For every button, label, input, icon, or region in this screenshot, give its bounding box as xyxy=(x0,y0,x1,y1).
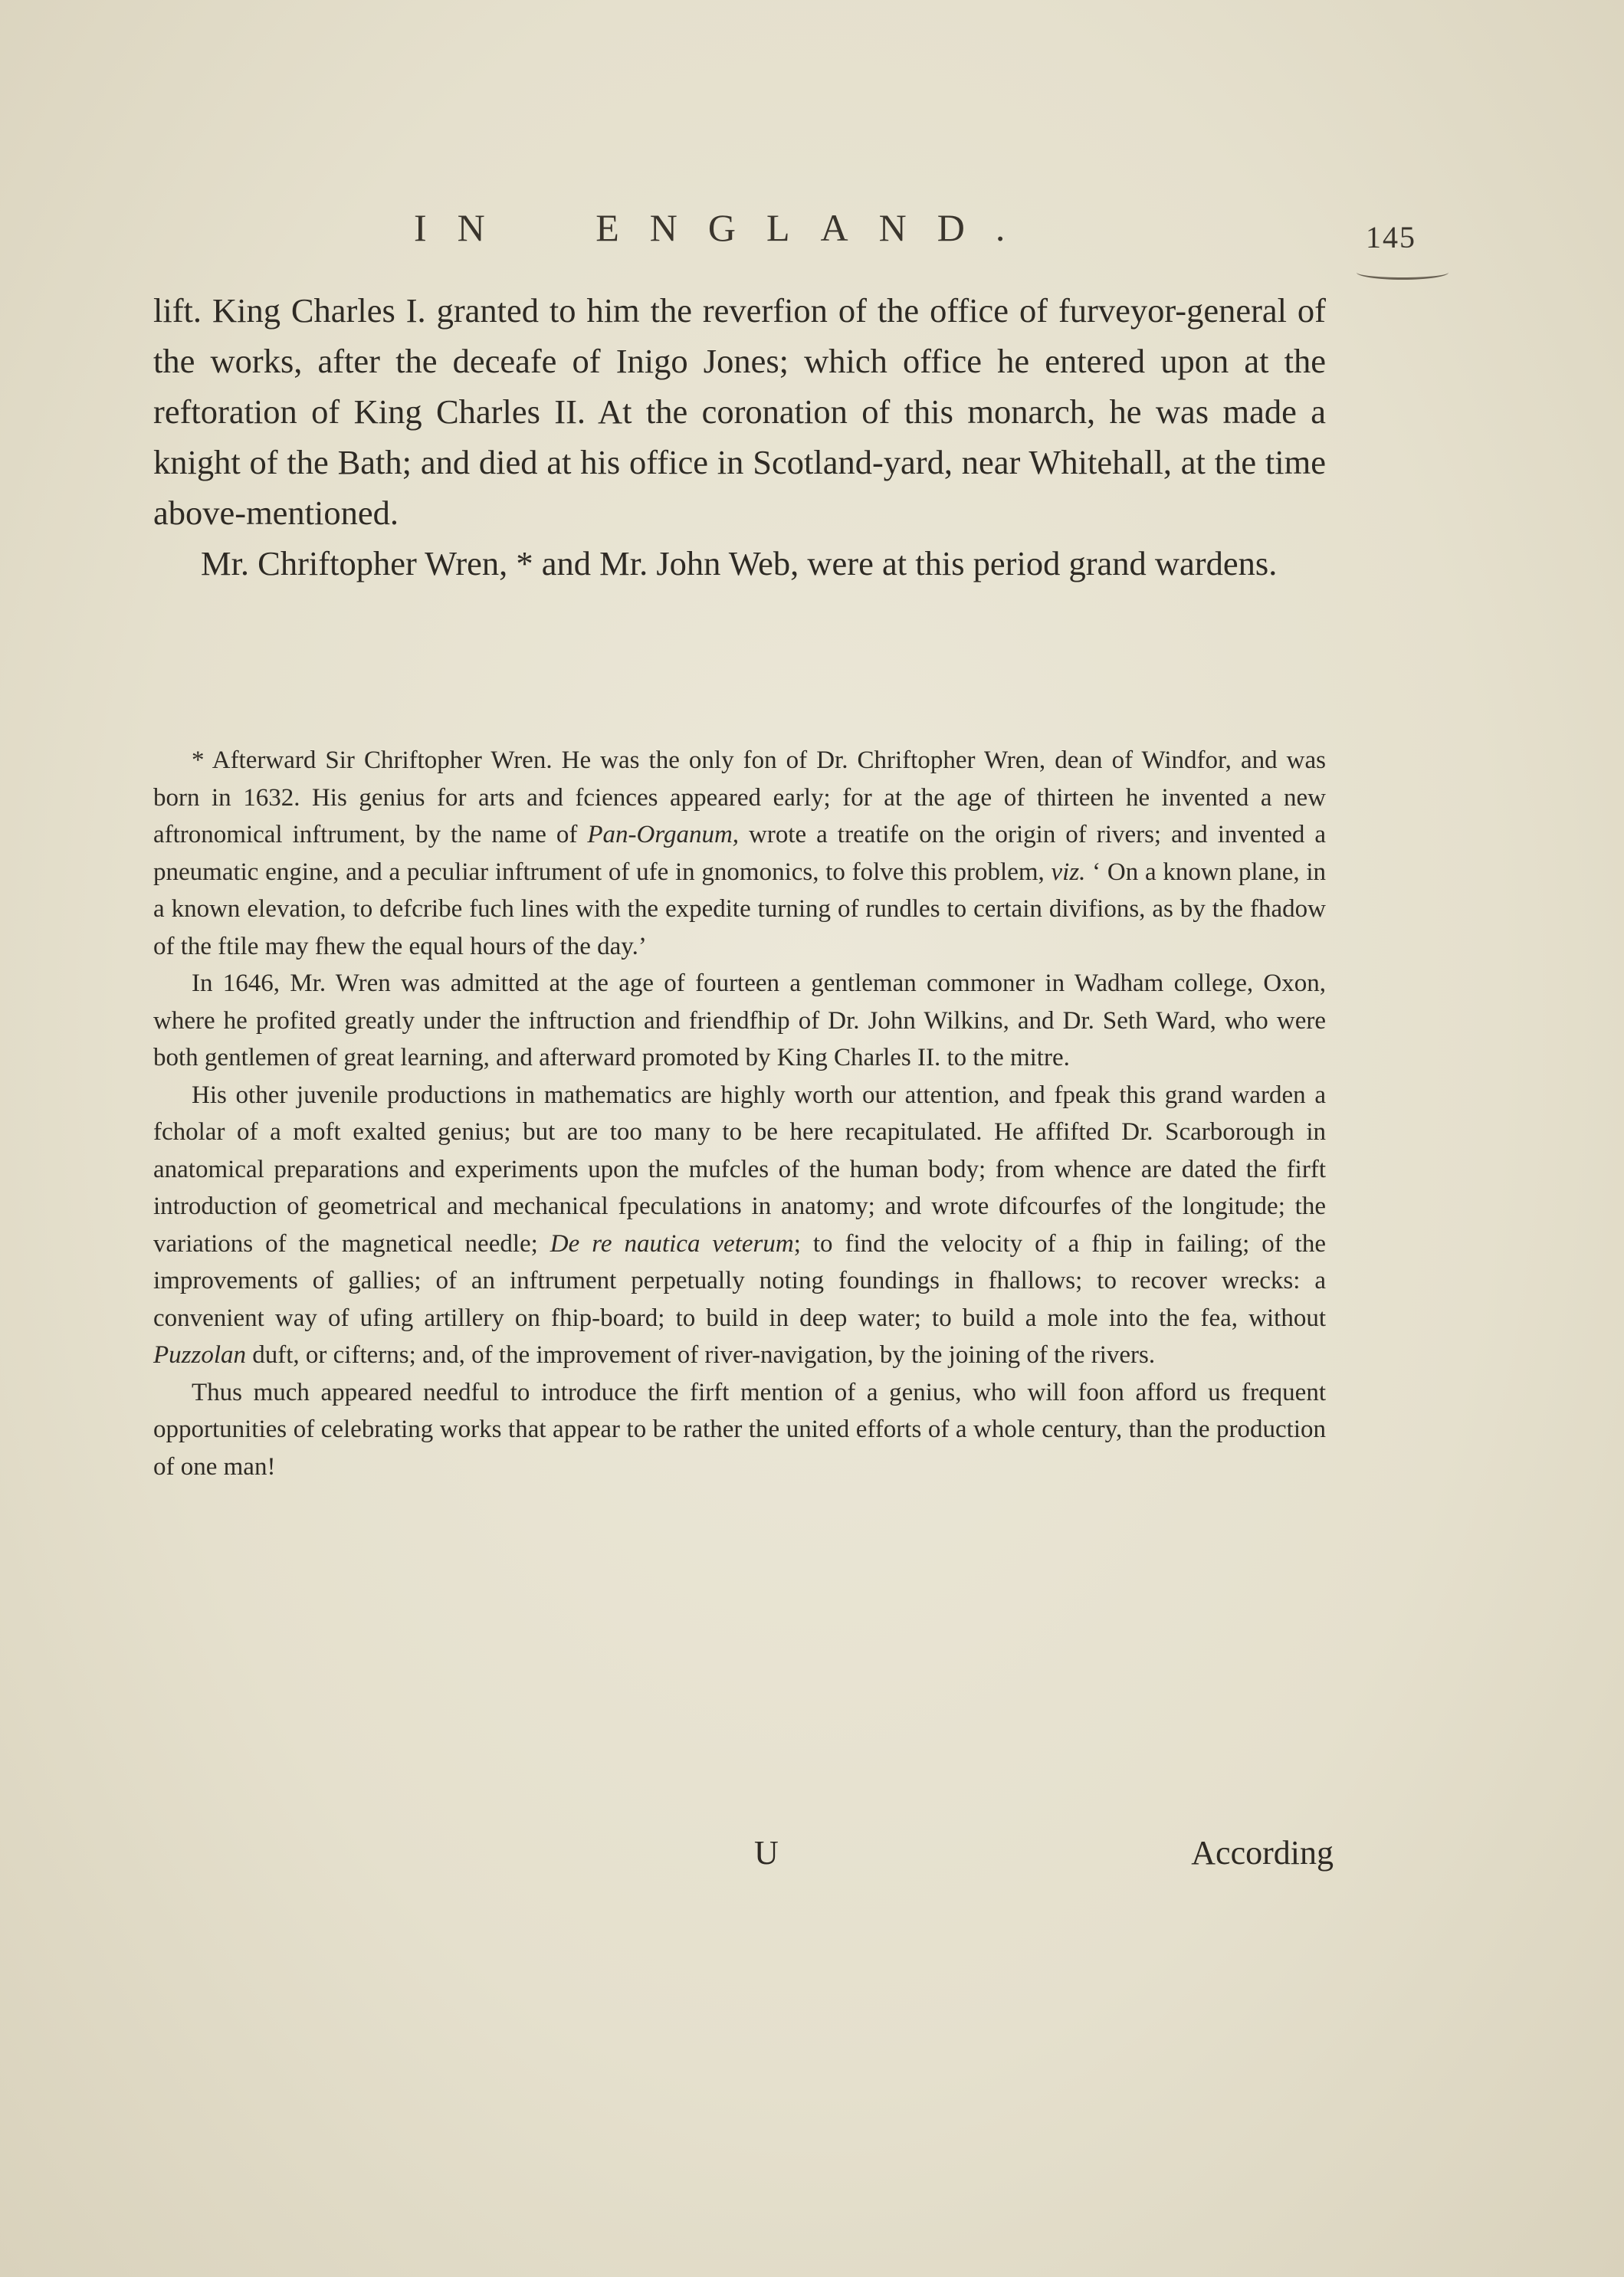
running-head: IN ENGLAND. xyxy=(414,206,1036,249)
footnote-italic: viz. xyxy=(1051,858,1086,886)
footnote-italic: Pan-Organum, xyxy=(587,821,740,848)
footnote-italic: De re nautica veterum xyxy=(550,1229,794,1258)
footnote-text: * Afterward Sir Chriftopher Wren. He was the only fon of Dr. Chriftopher Wren, dean of Windfor, and was born in 1632. His genius for arts and fciences appeared early; for at the age of thirteen he invented a new aftronomical inftrument, by the name of xyxy=(153,746,1326,848)
catchword: According xyxy=(1191,1834,1334,1872)
footnote-text: wrote a treatife on the origin of rivers; and invented a pneumatic engine, and a peculiar inftrument of ufe in gnomonics, to folve this problem, xyxy=(153,821,1326,886)
footnote-paragraph xyxy=(153,1077,1326,1374)
footnote xyxy=(153,742,1326,1485)
footnote-text: ‘ On a known plane, in a known elevation, to defcribe fuch lines with the expedite turning of rundles to certain divifions, as by the fhadow of the ftile may fhew the equal hours of the day.’ xyxy=(153,858,1327,960)
footnote-text: ; to find the velocity of a fhip in failing; of the improvements of gallies; of an inftrument perpetually noting foundings in fhallows; to recover wrecks: a convenient way of ufing artillery on fhip-board; to build in deep water; to build a mole into the fea, without xyxy=(153,1229,1326,1332)
page-number: 145 xyxy=(1366,220,1416,254)
main-text xyxy=(153,285,1326,589)
footnote-paragraph xyxy=(153,742,1326,965)
page-number-flourish xyxy=(1357,265,1448,280)
footnote-italic: Puzzolan xyxy=(153,1341,247,1369)
body-paragraph: lift. King Charles I. granted to him the reverfion of the office of furveyor-general of the works, after the deceafe of Inigo Jones; which office he entered upon at the reftoration of King Charles II. At the coronation of this monarch, he was made a knight of the Bath; and died at his office in Scotland-yard, near Whitehall, at the time above-mentioned. xyxy=(153,291,1326,532)
footnote-paragraph: In 1646, Mr. Wren was admitted at the age of fourteen a gentleman commoner in Wadham college, Oxon, where he profited greatly under the inftruction and friendfhip of Dr. John Wilkins, and Dr. Seth Ward, who were both gentlemen of great learning, and afterward promoted by King Charles II. to the mitre. xyxy=(153,970,1326,1071)
footnote-text: His other juvenile productions in mathematics are highly worth our attention, and fpeak this grand warden a fcholar of a moft exalted genius; but are too many to be here recapitulated. He affifted Dr. Scarborough in anatomical preparations and experiments upon the mufcles of the human body; from whence are dated the firft introduction of geometrical and mechanical fpeculations in anatomy; and wrote difcourfes of the longitude; the variations of the magnetical needle; xyxy=(153,1081,1326,1258)
body-paragraph: Mr. Chriftopher Wren, * and Mr. John Web, were at this period grand wardens. xyxy=(201,544,1278,582)
footnote-text: duft, or cifterns; and, of the improvement of river-navigation, by the joining of the rivers. xyxy=(246,1341,1156,1369)
signature-mark: U xyxy=(754,1834,779,1872)
footnote-paragraph: Thus much appeared needful to introduce the firft mention of a genius, who will foon afford us frequent opportunities of celebrating works that appear to be rather the united efforts of a whole century, than the production of one man! xyxy=(153,1378,1326,1481)
